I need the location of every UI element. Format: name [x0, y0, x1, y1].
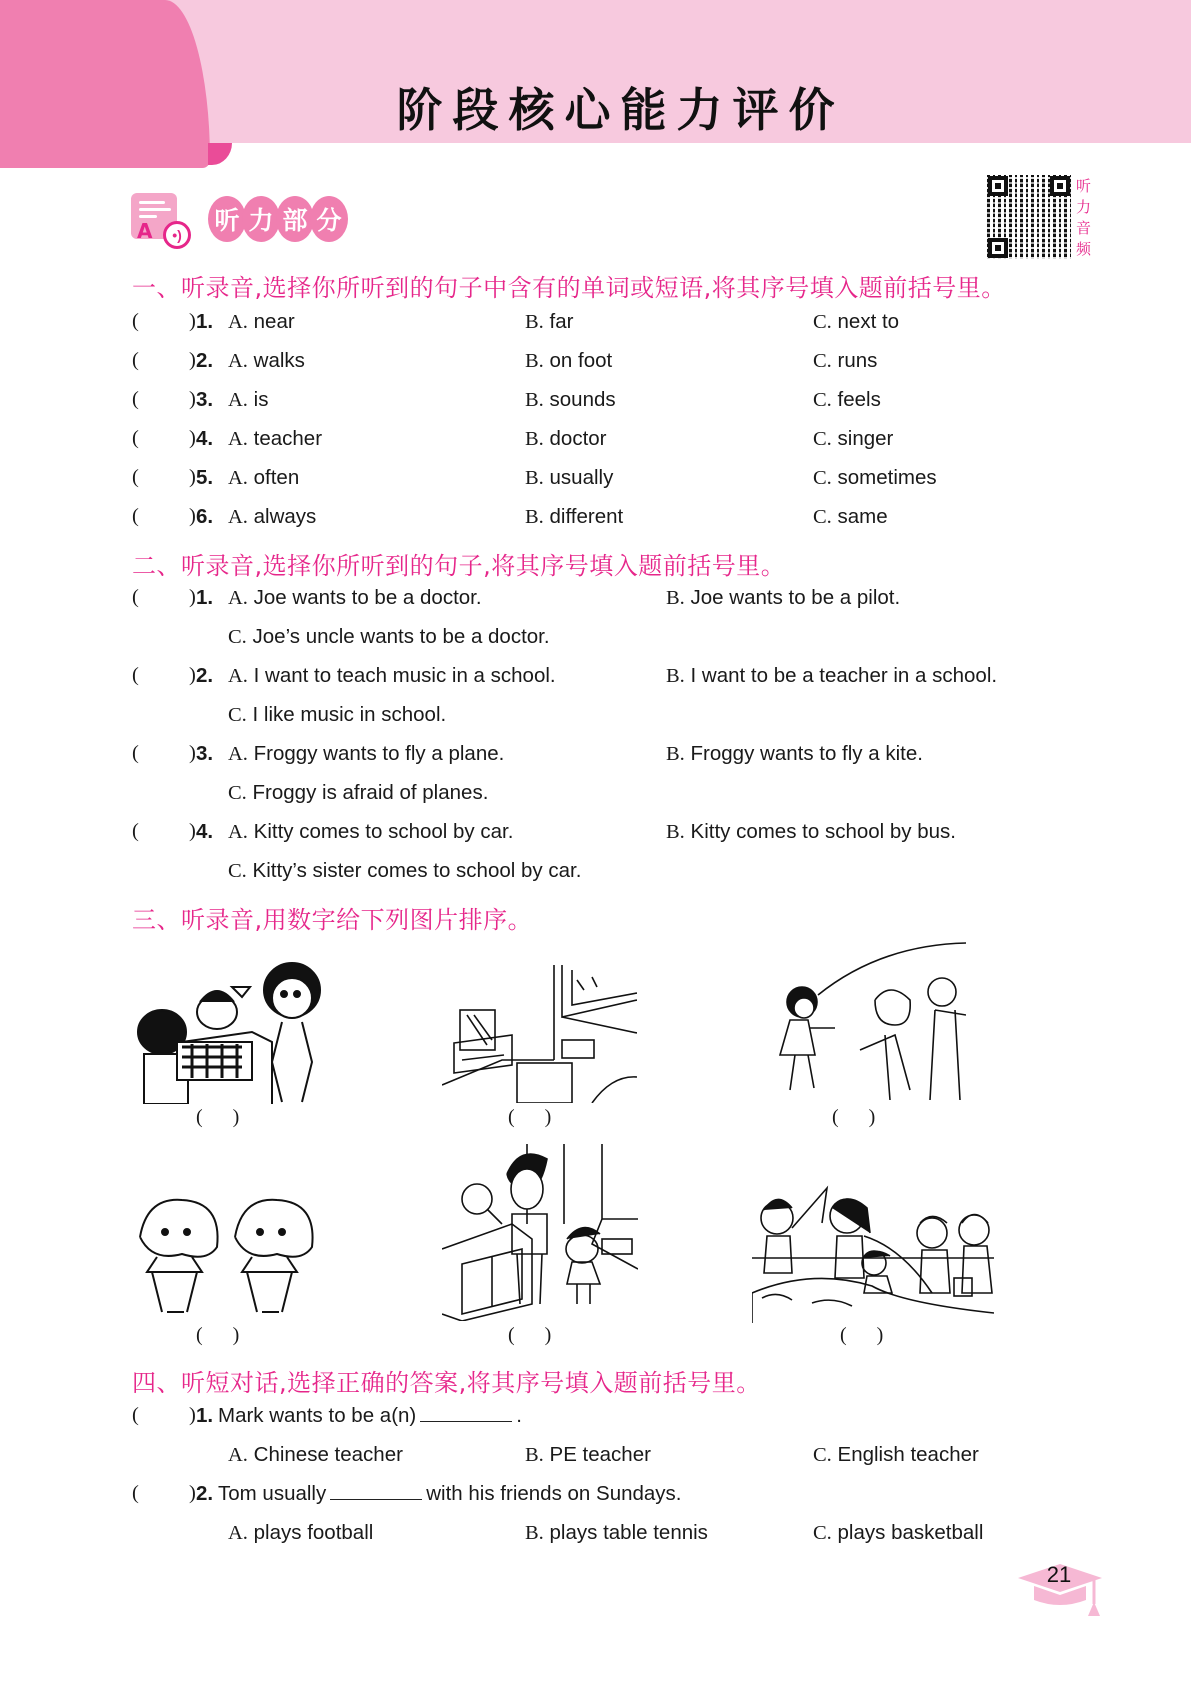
option-c: C. plays basketball: [813, 1521, 984, 1544]
option-c: C. sometimes: [813, 466, 937, 489]
option-c: C. runs: [813, 349, 878, 372]
part4-heading: 四、听短对话,选择正确的答案,将其序号填入题前括号里。: [132, 1369, 761, 1397]
page-number: 21: [1046, 1562, 1072, 1587]
option-a: A. is: [228, 388, 269, 411]
father-cooking-kitchen-picture: [442, 1144, 638, 1321]
option-c: C. feels: [813, 388, 881, 411]
question-number: 4.: [196, 427, 214, 450]
answer-bracket[interactable]: (: [132, 427, 139, 449]
header-curl-decoration: [208, 143, 232, 165]
picture-5-answer[interactable]: ( ): [508, 1324, 552, 1346]
question-number: 3.: [196, 742, 214, 765]
family-fishing-picture: [752, 1178, 994, 1323]
option-a: A. plays football: [228, 1521, 374, 1544]
picture-6-answer[interactable]: ( ): [840, 1324, 884, 1346]
badge-char: 力: [242, 196, 280, 242]
answer-bracket[interactable]: (: [132, 820, 139, 842]
option-c: C. same: [813, 505, 888, 528]
question-number: 1.: [196, 1404, 214, 1427]
option-a: A. Joe wants to be a doctor.: [228, 586, 482, 609]
living-room-tv-picture: [442, 965, 637, 1103]
option-b: B. sounds: [525, 388, 616, 411]
option-a: A. Chinese teacher: [228, 1443, 403, 1466]
badge-char: 部: [276, 196, 314, 242]
option-a: A. teacher: [228, 427, 323, 450]
option-b: B. doctor: [525, 427, 607, 450]
option-b: B. on foot: [525, 349, 613, 372]
answer-bracket[interactable]: (: [132, 466, 139, 488]
picture-1-answer[interactable]: ( ): [196, 1106, 240, 1128]
option-a: A. Kitty comes to school by car.: [228, 820, 514, 843]
chess-game-picture: [132, 962, 332, 1104]
page-title: 阶段核心能力评价: [396, 83, 845, 137]
badge-char: 分: [310, 196, 348, 242]
option-b: B. far: [525, 310, 574, 333]
part3-heading: 三、听录音,用数字给下列图片排序。: [132, 906, 533, 934]
option-c: C. Kitty’s sister comes to school by car.: [228, 859, 582, 882]
option-c: C. Froggy is afraid of planes.: [228, 781, 489, 804]
picture-2-answer[interactable]: ( ): [508, 1106, 552, 1128]
twin-girls-picture: [132, 1192, 332, 1317]
option-b: B. PE teacher: [525, 1443, 651, 1466]
question-number: 3.: [196, 388, 214, 411]
option-c: C. I like music in school.: [228, 703, 447, 726]
question-number: 5.: [196, 466, 214, 489]
option-c: C. Joe’s uncle wants to be a doctor.: [228, 625, 550, 648]
option-b: B. usually: [525, 466, 614, 489]
answer-bracket[interactable]: (: [132, 664, 139, 686]
question-number: 2.: [196, 664, 214, 687]
option-c: C. next to: [813, 310, 900, 333]
option-c: C. singer: [813, 427, 894, 450]
option-a: A. near: [228, 310, 295, 333]
question-number: 4.: [196, 820, 214, 843]
answer-bracket[interactable]: (: [132, 586, 139, 608]
option-c: C. English teacher: [813, 1443, 979, 1466]
option-b: B. plays table tennis: [525, 1521, 708, 1544]
answer-bracket[interactable]: (: [132, 505, 139, 527]
question-number: 2.: [196, 349, 214, 372]
picture-4-answer[interactable]: ( ): [196, 1324, 240, 1346]
option-a: A. Froggy wants to fly a plane.: [228, 742, 505, 765]
question-stem: Mark wants to be a(n) .: [218, 1404, 522, 1427]
option-a: A. often: [228, 466, 300, 489]
girl-running-to-grandparents-picture: [770, 940, 966, 1102]
option-b: B. Joe wants to be a pilot.: [666, 586, 901, 609]
question-number: 2.: [196, 1482, 214, 1505]
part2-heading: 二、听录音,选择你所听到的句子,将其序号填入题前括号里。: [132, 552, 786, 580]
answer-bracket[interactable]: (: [132, 742, 139, 764]
part1-heading: 一、听录音,选择你所听到的句子中含有的单词或短语,将其序号填入题前括号里。: [132, 274, 1006, 302]
qr-code-icon[interactable]: [987, 175, 1071, 259]
option-b: B. Froggy wants to fly a kite.: [666, 742, 923, 765]
option-b: B. I want to be a teacher in a school.: [666, 664, 998, 687]
answer-bracket[interactable]: (: [132, 349, 139, 371]
answer-bracket[interactable]: (: [132, 388, 139, 410]
qr-audio-label: 听 力 音 频: [1076, 177, 1092, 258]
badge-char: 听: [208, 196, 246, 242]
question-number: 6.: [196, 505, 214, 528]
question-stem: Tom usually with his friends on Sundays.: [218, 1482, 682, 1505]
section-badge-listening: [208, 196, 344, 242]
question-number: 1.: [196, 310, 214, 333]
answer-bracket[interactable]: (: [132, 310, 139, 332]
question-number: 1.: [196, 586, 214, 609]
option-a: A. walks: [228, 349, 305, 372]
listening-icon: A •): [131, 193, 177, 243]
sound-wave-icon: •): [163, 221, 191, 249]
option-a: A. I want to teach music in a school.: [228, 664, 556, 687]
option-b: B. different: [525, 505, 624, 528]
option-a: A. always: [228, 505, 317, 528]
fill-blank[interactable]: [420, 1404, 512, 1422]
picture-3-answer[interactable]: ( ): [832, 1106, 876, 1128]
option-b: B. Kitty comes to school by bus.: [666, 820, 956, 843]
fill-blank[interactable]: [330, 1482, 422, 1500]
answer-bracket[interactable]: (: [132, 1482, 139, 1504]
answer-bracket[interactable]: (: [132, 1404, 139, 1426]
